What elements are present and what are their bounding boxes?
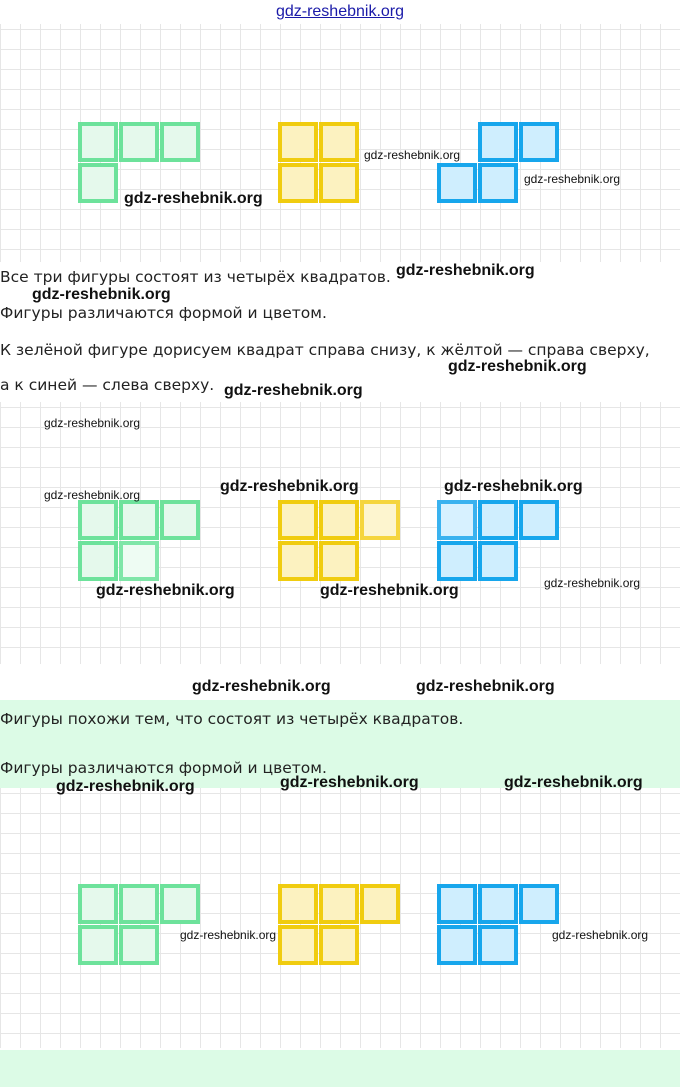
yellow-square bbox=[360, 884, 400, 924]
blue-square bbox=[478, 925, 518, 965]
green-square bbox=[119, 884, 159, 924]
watermark: gdz-reshebnik.org bbox=[44, 488, 141, 502]
grid-completed-figures bbox=[0, 402, 680, 664]
yellow-square bbox=[278, 122, 318, 162]
yellow-square bbox=[319, 500, 359, 540]
answer-line-1: Фигуры похожи тем, что состоят из четырёх квадратов. bbox=[0, 710, 464, 728]
yellow-square bbox=[319, 541, 359, 581]
watermark: gdz-reshebnik.org bbox=[364, 148, 461, 162]
yellow-square bbox=[278, 925, 318, 965]
blue-square bbox=[478, 122, 518, 162]
watermark: gdz-reshebnik.org bbox=[552, 928, 649, 942]
watermark: gdz-reshebnik.org bbox=[124, 190, 263, 207]
green-square bbox=[78, 884, 118, 924]
watermark: gdz-reshebnik.org bbox=[416, 678, 555, 695]
paragraph-3-line-2: а к синей — слева сверху. bbox=[0, 376, 215, 394]
blue-added-square bbox=[437, 500, 477, 540]
grid-final-figures bbox=[0, 788, 680, 1048]
green-square bbox=[78, 163, 118, 203]
watermark: gdz-reshebnik.org bbox=[44, 416, 141, 430]
watermark: gdz-reshebnik.org bbox=[32, 286, 171, 303]
watermark: gdz-reshebnik.org bbox=[504, 774, 643, 791]
blue-square bbox=[478, 500, 518, 540]
yellow-square bbox=[278, 163, 318, 203]
green-square bbox=[78, 122, 118, 162]
watermark: gdz-reshebnik.org bbox=[56, 778, 195, 795]
watermark: gdz-reshebnik.org bbox=[280, 774, 419, 791]
header bbox=[0, 0, 680, 24]
green-square bbox=[119, 122, 159, 162]
green-square bbox=[119, 925, 159, 965]
blue-square bbox=[478, 163, 518, 203]
blue-square bbox=[437, 925, 477, 965]
yellow-added-square bbox=[360, 500, 400, 540]
blue-square bbox=[437, 541, 477, 581]
blue-square bbox=[478, 884, 518, 924]
paragraph-1: Все три фигуры состоят из четырёх квадратов. bbox=[0, 268, 391, 286]
yellow-square bbox=[319, 884, 359, 924]
green-square bbox=[160, 122, 200, 162]
site-link[interactable]: gdz-reshebnik.org bbox=[275, 3, 405, 20]
blue-square bbox=[519, 122, 559, 162]
watermark: gdz-reshebnik.org bbox=[192, 678, 331, 695]
watermark: gdz-reshebnik.org bbox=[220, 478, 359, 495]
green-square bbox=[78, 500, 118, 540]
watermark: gdz-reshebnik.org bbox=[544, 576, 641, 590]
yellow-square bbox=[278, 500, 318, 540]
paragraph-2: Фигуры различаются формой и цветом. bbox=[0, 304, 327, 322]
green-square bbox=[160, 884, 200, 924]
green-square bbox=[78, 541, 118, 581]
blue-square bbox=[437, 163, 477, 203]
grid-original-figures bbox=[0, 24, 680, 262]
yellow-square bbox=[278, 541, 318, 581]
watermark: gdz-reshebnik.org bbox=[96, 582, 235, 599]
paragraph-3-line-1: К зелёной фигуре дорисуем квадрат справа снизу, к жёлтой — справа сверху, bbox=[0, 341, 650, 359]
green-square bbox=[119, 500, 159, 540]
watermark: gdz-reshebnik.org bbox=[320, 582, 459, 599]
bottom-answer-box bbox=[0, 1050, 680, 1087]
watermark: gdz-reshebnik.org bbox=[180, 928, 277, 942]
watermark: gdz-reshebnik.org bbox=[448, 358, 587, 375]
blue-square bbox=[478, 541, 518, 581]
blue-square bbox=[519, 884, 559, 924]
watermark: gdz-reshebnik.org bbox=[396, 262, 535, 279]
blue-square bbox=[519, 500, 559, 540]
watermark: gdz-reshebnik.org bbox=[444, 478, 583, 495]
watermark: gdz-reshebnik.org bbox=[524, 172, 621, 186]
blue-square bbox=[437, 884, 477, 924]
green-square bbox=[160, 500, 200, 540]
yellow-square bbox=[319, 163, 359, 203]
yellow-square bbox=[278, 884, 318, 924]
yellow-square bbox=[319, 925, 359, 965]
watermark: gdz-reshebnik.org bbox=[224, 382, 363, 399]
yellow-square bbox=[319, 122, 359, 162]
answer-line-2: Фигуры различаются формой и цветом. bbox=[0, 759, 327, 777]
green-square bbox=[78, 925, 118, 965]
green-added-square bbox=[119, 541, 159, 581]
